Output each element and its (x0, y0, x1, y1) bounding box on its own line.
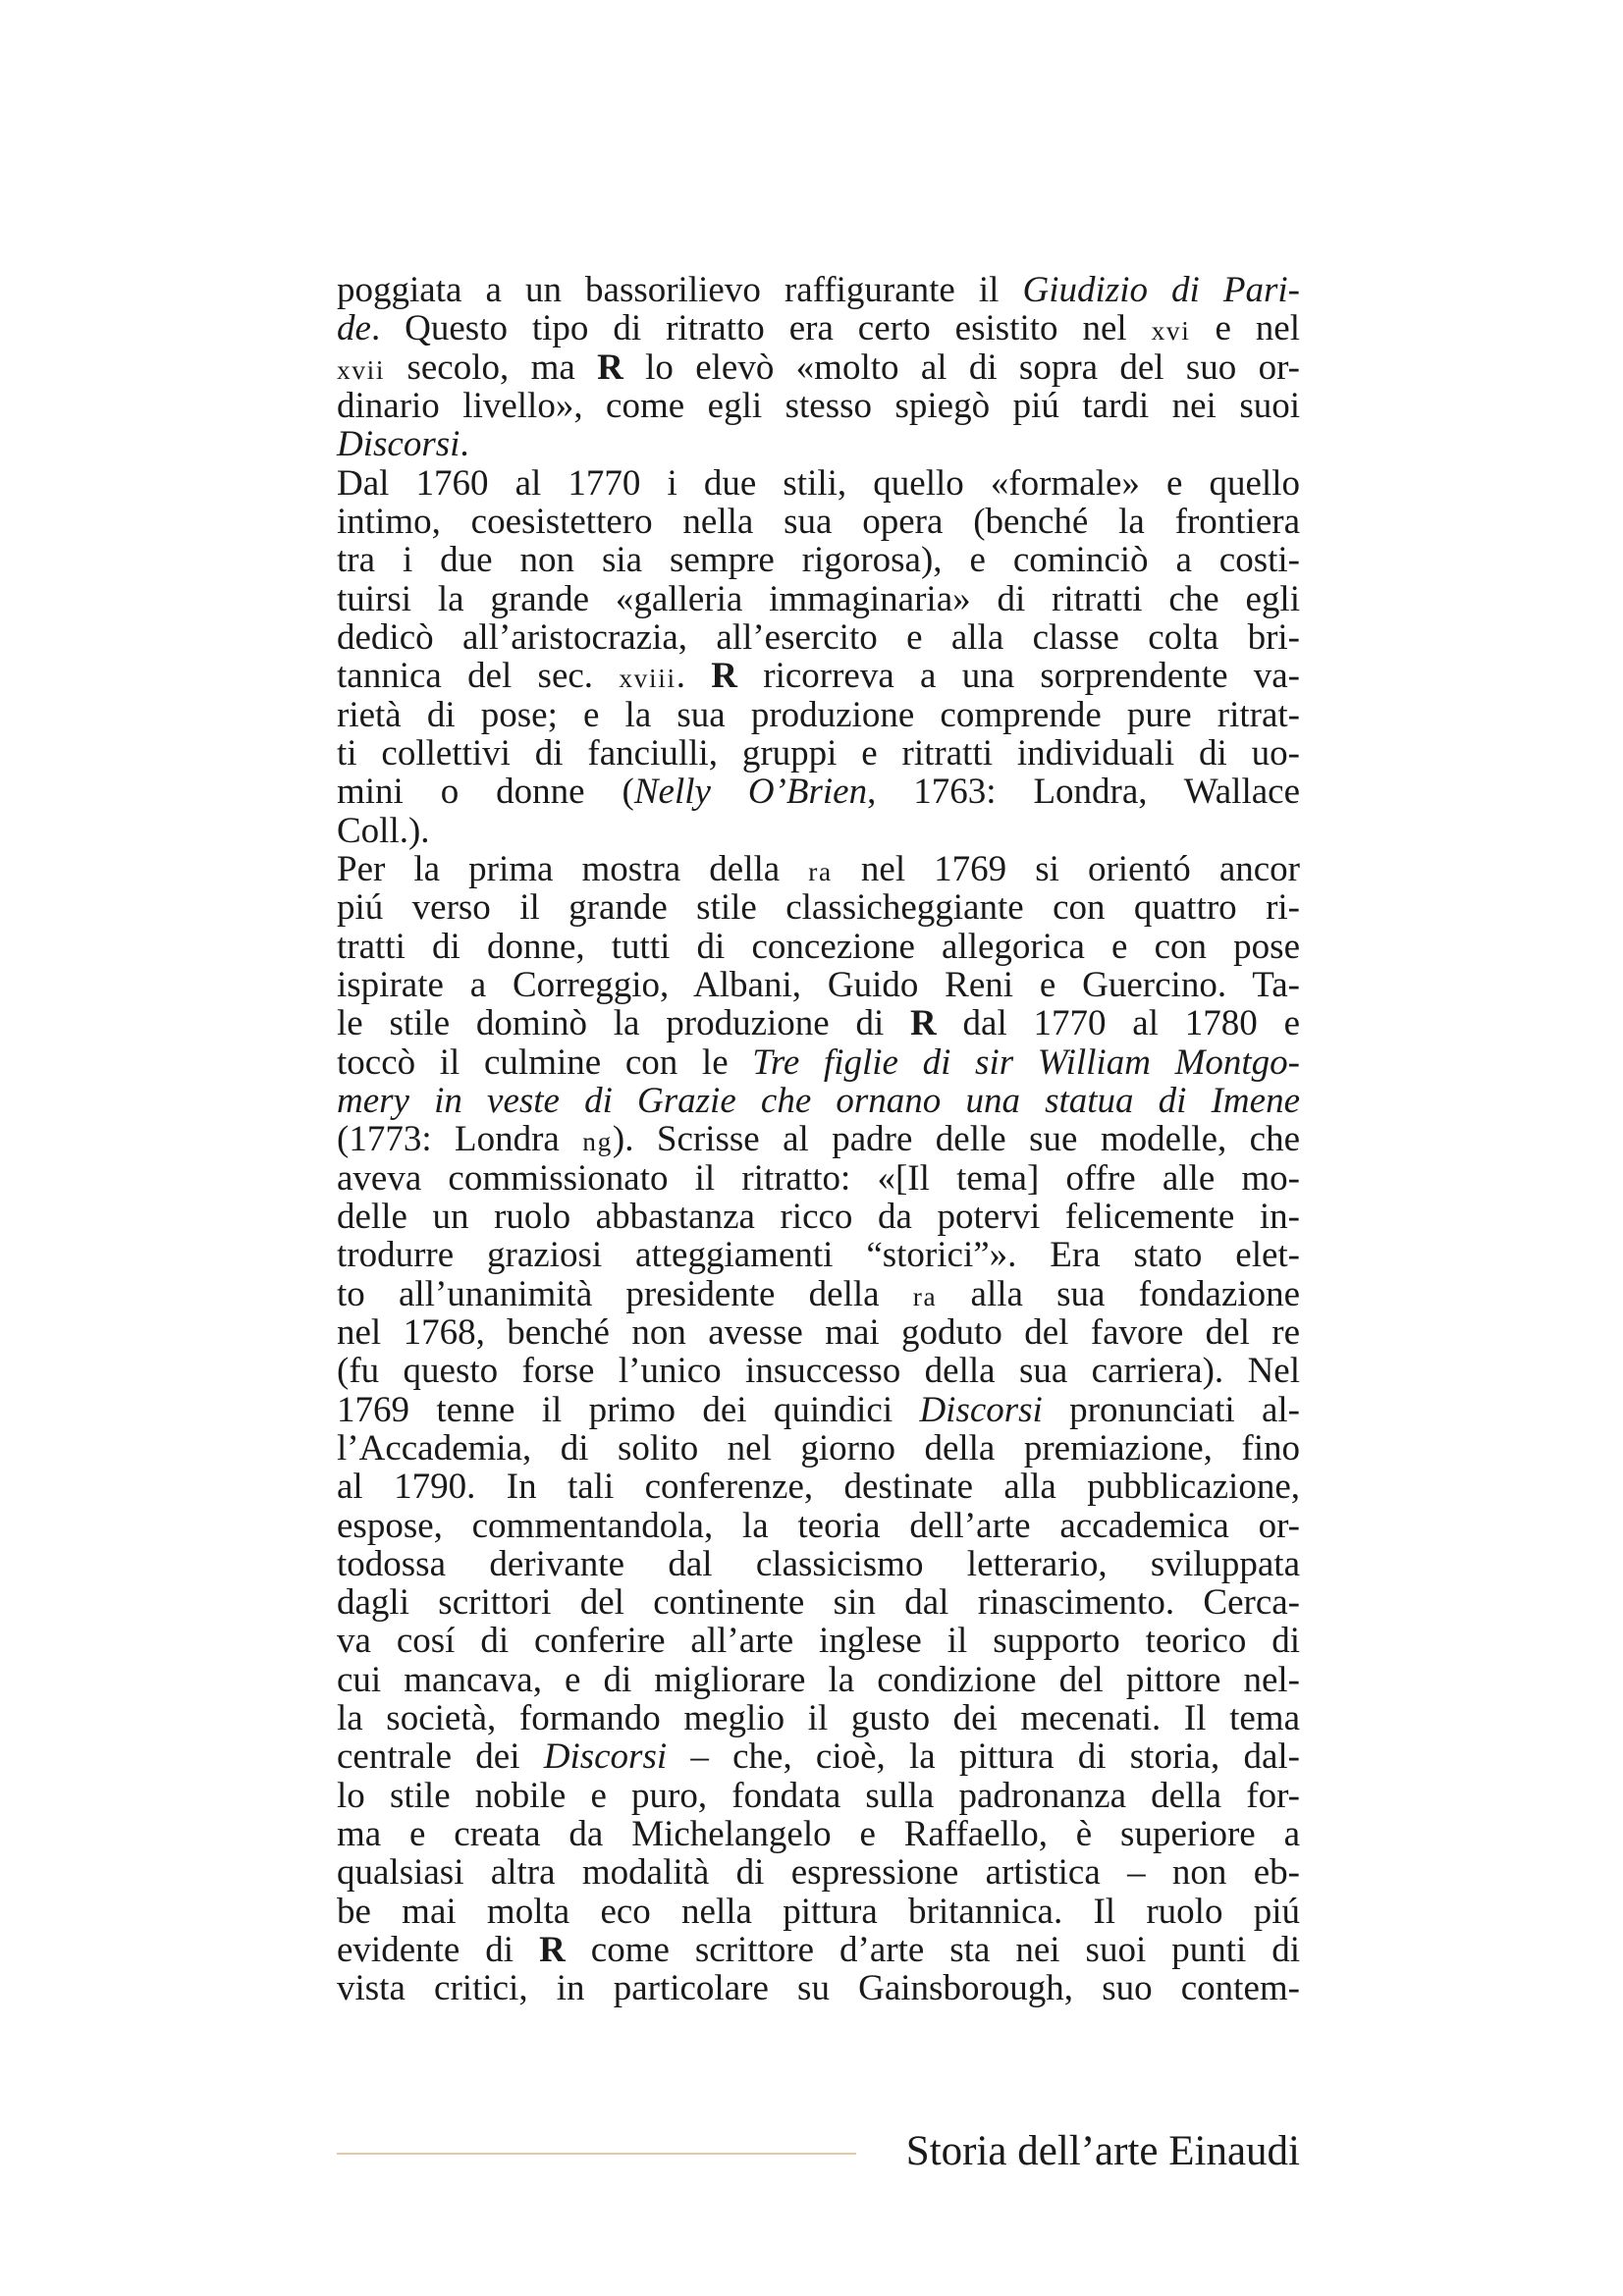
text-segment: nel 1769 si orientó ancor (832, 848, 1300, 889)
text-line (337, 1198, 1300, 1236)
text-line (337, 1737, 1300, 1776)
text-line (337, 966, 1300, 1004)
text-segment: Per la prima mostra della (337, 848, 809, 889)
text-segment: pronunciati al- (1042, 1389, 1301, 1430)
text-segment: – che, cioè, la pittura di storia, dal- (667, 1736, 1300, 1778)
italic-text: Discorsi (337, 424, 460, 465)
text-line (337, 1507, 1300, 1545)
bold-text: R (910, 1003, 937, 1044)
text-line (337, 618, 1300, 657)
text-line (337, 309, 1300, 347)
text-segment: (1773: Londra (337, 1119, 583, 1160)
text-segment: come scrittore d’arte sta nei suoi punti di (565, 1930, 1300, 1971)
text-segment: Coll.). (337, 810, 430, 851)
text-line (337, 812, 1300, 850)
italic-text: Discorsi (919, 1389, 1043, 1430)
text-line (337, 1931, 1300, 1969)
text-segment: mini o donne ( (337, 772, 634, 813)
text-segment: 1769 tenne il primo dei quindici (337, 1389, 920, 1430)
text-line (337, 1777, 1300, 1815)
text-segment: ma e creata da Michelangelo e Raffaello, è superiore a (337, 1814, 1300, 1855)
text-line (337, 1043, 1300, 1082)
text-segment: todossa derivante dal classicismo letterario, sviluppata (337, 1543, 1300, 1584)
text-line (337, 1082, 1300, 1120)
italic-text: Discorsi (543, 1736, 668, 1778)
text-segment: alla sua fondazione (937, 1273, 1301, 1314)
text-line (337, 1583, 1300, 1622)
small-caps-text: xviii (619, 664, 676, 694)
text-segment: . (460, 424, 469, 465)
text-segment: dal 1770 al 1780 e (936, 1003, 1300, 1044)
text-line (337, 850, 1300, 888)
text-line (337, 1815, 1300, 1853)
text-segment: l’Accademia, di solito nel giorno della premiazione, fino (337, 1427, 1300, 1468)
text-segment: qualsiasi altra modalità di espressione artistica – non eb- (337, 1852, 1300, 1894)
text-segment: tratti di donne, tutti di concezione allegorica e con pose (337, 926, 1300, 967)
text-segment: aveva commissionato il ritratto: «[Il tema] offre alle mo- (337, 1157, 1300, 1199)
footer-title: Storia dell’arte Einaudi (905, 2128, 1300, 2174)
text-segment: . (676, 656, 712, 697)
text-line (337, 541, 1300, 579)
text-segment: Dal 1760 al 1770 i due stili, quello «formale» e quello (337, 462, 1300, 504)
text-segment: piú verso il grande stile classicheggiante con quattro ri- (337, 887, 1300, 929)
text-line (337, 1352, 1300, 1390)
text-line (337, 425, 1300, 463)
text-line (337, 348, 1300, 387)
text-line (337, 271, 1300, 309)
text-segment: tra i due non sia sempre rigorosa), e cominciò a costi- (337, 540, 1300, 581)
italic-text: Giudizio di Pari- (1022, 270, 1300, 310)
text-segment: va cosí di conferire all’arte inglese il supporto teorico di (337, 1621, 1300, 1662)
text-segment: tuirsi la grande «galleria immaginaria» di ritratti che egli (337, 578, 1300, 619)
text-segment: nel 1768, benché non avesse mai goduto del favore del re (337, 1311, 1300, 1353)
small-caps-text: ra (912, 1281, 938, 1311)
italic-text: Nelly O’Brien (633, 772, 868, 813)
text-segment: trodurre graziosi atteggiamenti “storici”». Era stato elet- (337, 1235, 1300, 1276)
small-caps-text: xvi (1151, 316, 1191, 347)
bold-text: R (539, 1930, 566, 1971)
text-line (337, 1699, 1300, 1737)
text-segment: poggiata a un bassorilievo raffigurante il (337, 270, 1023, 310)
text-line (337, 734, 1300, 773)
text-segment: delle un ruolo abbastanza ricco da potervi felicemente in- (337, 1196, 1300, 1237)
text-line (337, 928, 1300, 966)
text-segment: dedicò all’aristocrazia, all’esercito e alla classe colta bri- (337, 616, 1300, 658)
text-line (337, 1893, 1300, 1931)
text-segment: ricorreva a una sorprendente va- (736, 656, 1300, 697)
text-line (337, 464, 1300, 503)
footer-rule (337, 2153, 856, 2155)
text-segment: ). Scrisse al padre delle sue modelle, che (612, 1119, 1300, 1160)
text-segment: lo elevò «molto al di sopra del suo or- (622, 347, 1300, 388)
text-line (337, 1236, 1300, 1274)
text-segment: (fu questo forse l’unico insuccesso della sua carriera). Nel (337, 1351, 1300, 1392)
text-line (337, 1275, 1300, 1313)
bold-text: R (597, 347, 623, 388)
text-line (337, 1622, 1300, 1660)
text-line (337, 1545, 1300, 1583)
text-line (337, 1159, 1300, 1198)
text-segment: e nel (1190, 308, 1301, 349)
text-segment: . Questo tipo di ritratto era certo esistito nel (370, 308, 1152, 349)
text-segment: ispirate a Correggio, Albani, Guido Reni e Guercino. Ta- (337, 964, 1300, 1005)
small-caps-text: ra (808, 856, 833, 886)
text-line (337, 1004, 1300, 1042)
text-line (337, 1120, 1300, 1158)
small-caps-text: xvii (337, 354, 386, 385)
bold-text: R (711, 656, 737, 697)
text-line (337, 657, 1300, 695)
text-segment: la società, formando meglio il gusto dei mecenati. Il tema (337, 1698, 1300, 1739)
text-segment: tannica del sec. (337, 656, 620, 697)
text-segment: ti collettivi di fanciulli, gruppi e ritratti individuali di uo- (337, 732, 1300, 774)
text-segment: toccò il culmine con le (337, 1041, 753, 1083)
italic-text: mery in veste di Grazie che ornano una statua di Imene (337, 1080, 1300, 1121)
text-line (337, 1969, 1300, 2007)
text-line (337, 1429, 1300, 1468)
text-line (337, 1468, 1300, 1506)
text-segment: evidente di (337, 1930, 540, 1971)
text-segment: centrale dei (337, 1736, 544, 1778)
text-segment: secolo, ma (385, 347, 598, 388)
small-caps-text: ng (582, 1127, 613, 1157)
text-line (337, 580, 1300, 618)
text-segment: , 1763: Londra, Wallace (867, 772, 1301, 813)
text-line (337, 1661, 1300, 1699)
text-line (337, 696, 1300, 734)
text-line (337, 888, 1300, 927)
text-line (337, 1391, 1300, 1429)
italic-text: de (337, 308, 371, 349)
text-segment: al 1790. In tali conferenze, destinate alla pubblicazione, (337, 1467, 1300, 1508)
body-text (337, 271, 1300, 2008)
text-segment: espose, commentandola, la teoria dell’arte accademica or- (337, 1505, 1300, 1546)
text-line (337, 387, 1300, 425)
text-line (337, 1313, 1300, 1352)
text-segment: lo stile nobile e puro, fondata sulla padronanza della for- (337, 1775, 1300, 1816)
text-line (337, 1853, 1300, 1892)
text-segment: be mai molta eco nella pittura britannica. Il ruolo piú (337, 1891, 1300, 1932)
text-segment: vista critici, in particolare su Gainsborough, suo contem- (337, 1968, 1300, 2009)
page-footer (337, 2129, 1300, 2174)
text-segment: dagli scrittori del continente sin dal rinascimento. Cerca- (337, 1582, 1300, 1624)
text-segment: dinario livello», come egli stesso spiegò piú tardi nei suoi (337, 385, 1300, 426)
text-segment: intimo, coesistettero nella sua opera (benché la frontiera (337, 501, 1300, 542)
text-line (337, 503, 1300, 541)
text-segment: to all’unanimità presidente della (337, 1273, 913, 1314)
text-line (337, 773, 1300, 811)
italic-text: Tre figlie di sir William Montgo- (752, 1041, 1300, 1083)
text-segment: le stile dominò la produzione di (337, 1003, 911, 1044)
text-segment: cui mancava, e di migliorare la condizione del pittore nel- (337, 1659, 1300, 1700)
text-segment: rietà di pose; e la sua produzione comprende pure ritrat- (337, 694, 1300, 735)
